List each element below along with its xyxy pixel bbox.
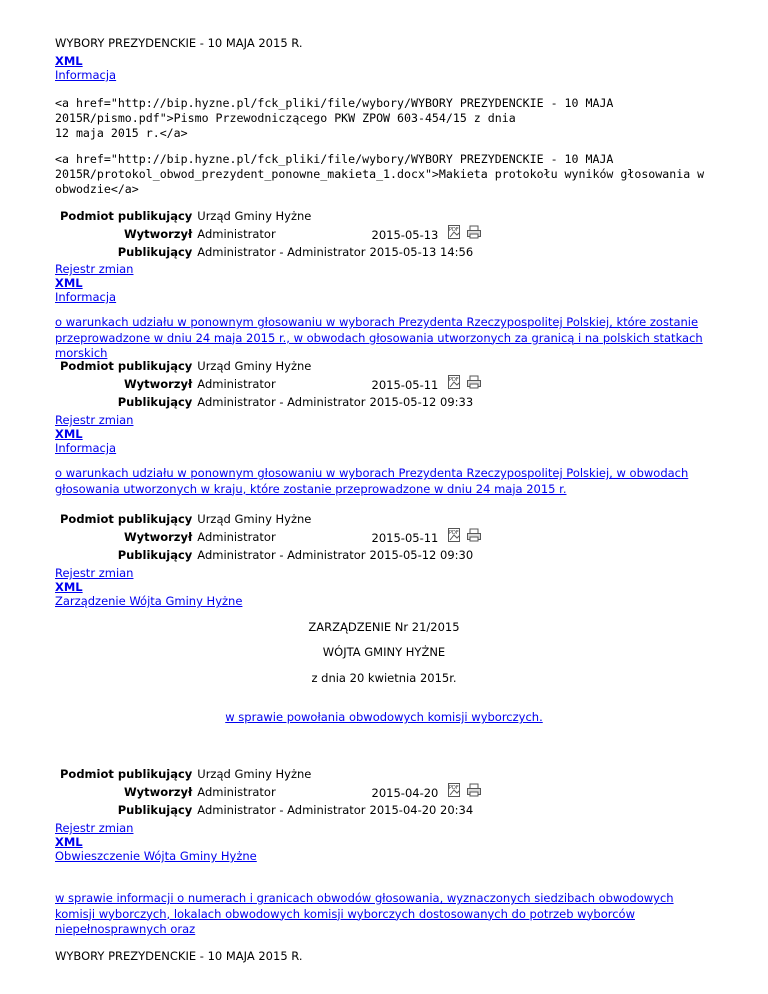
entry-4-links	[55, 566, 242, 608]
rejestr-zmian-link[interactable]: Rejestr zmian	[55, 413, 134, 427]
obwieszczenie-subject-link[interactable]: w sprawie informacji o numerach i granicach obwodów głosowania, wyznaczonych siedzibach obwodowych komisji wyborczych, lokalach obwodowych komisji wyborczych dostosowanych do potrzeb wyborców niepełnosprawnych oraz	[55, 891, 674, 936]
informacja-link[interactable]: Informacja	[55, 441, 117, 455]
action-icons	[448, 375, 482, 389]
zarzadzenie-number: ZARZĄDZENIE Nr 21/2015	[308, 620, 460, 634]
svg-text:PDF: PDF	[449, 785, 459, 791]
date-text: 2015-04-20	[371, 786, 439, 800]
code-line: 12 maja 2015 r.</a>	[55, 126, 188, 140]
publikujacy-date: 2015-05-12 09:30	[369, 548, 474, 562]
zarzadzenie-subject-link[interactable]: w sprawie powołania obwodowych komisji wyborczych.	[225, 710, 543, 724]
rejestr-zmian-link[interactable]: Rejestr zmian	[55, 821, 134, 835]
print-icon[interactable]	[466, 375, 482, 389]
publikujacy-label: Publikujący	[117, 548, 193, 562]
wytworzyl-label: Wytworzył	[123, 530, 193, 544]
code-line: <a href="http://bip.hyzne.pl/fck_pliki/file/wybory/WYBORY PREZYDENCKIE - 10 MAJA	[55, 152, 614, 166]
wytworzyl-value: Administrator	[197, 227, 276, 241]
metadata-table	[58, 511, 484, 564]
podmiot-label: Podmiot publikujący	[60, 359, 193, 373]
xml-link[interactable]: XML	[55, 427, 83, 441]
code-line: obwodzie</a>	[55, 182, 139, 196]
wytworzyl-date	[368, 225, 485, 244]
podmiot-value: Urząd Gminy Hyżne	[197, 767, 312, 781]
print-icon[interactable]	[466, 783, 482, 797]
pdf-icon[interactable]	[448, 375, 464, 389]
publikujacy-date: 2015-05-13 14:56	[369, 245, 474, 259]
wytworzyl-value: Administrator	[197, 530, 276, 544]
action-icons	[448, 528, 482, 542]
date-text: 2015-05-11	[371, 378, 439, 392]
entry-1-links	[55, 54, 116, 82]
podmiot-label: Podmiot publikujący	[60, 512, 193, 526]
code-line: 2015R/protokol_obwod_prezydent_ponowne_makieta_1.docx">Makieta protokołu wyników głosowania w	[55, 167, 705, 181]
zarzadzenie-date: z dnia 20 kwietnia 2015r.	[311, 671, 457, 685]
wytworzyl-label: Wytworzył	[123, 227, 193, 241]
pdf-icon[interactable]	[448, 528, 464, 542]
publikujacy-label: Publikujący	[117, 245, 193, 259]
metadata-table	[58, 358, 484, 411]
obwieszczenie-link[interactable]: Obwieszczenie Wójta Gminy Hyżne	[55, 849, 257, 863]
entry-5-links	[55, 821, 257, 863]
wytworzyl-label: Wytworzył	[123, 377, 193, 391]
code-line: <a href="http://bip.hyzne.pl/fck_pliki/file/wybory/WYBORY PREZYDENCKIE - 10 MAJA	[55, 96, 614, 110]
podmiot-label: Podmiot publikujący	[60, 209, 193, 223]
wytworzyl-value: Administrator	[197, 785, 276, 799]
publikujacy-date: 2015-04-20 20:34	[369, 803, 474, 817]
publikujacy-label: Publikujący	[117, 803, 193, 817]
publikujacy-date: 2015-05-12 09:33	[369, 395, 474, 409]
xml-link[interactable]: XML	[55, 54, 83, 68]
podmiot-label: Podmiot publikujący	[60, 767, 193, 781]
rejestr-zmian-link[interactable]: Rejestr zmian	[55, 566, 134, 580]
wytworzyl-date	[368, 528, 485, 547]
svg-text:PDF: PDF	[449, 227, 459, 233]
entry-2-links	[55, 262, 133, 304]
pdf-icon[interactable]	[448, 225, 464, 239]
publikujacy-value: Administrator - Administrator	[197, 548, 366, 562]
print-icon[interactable]	[466, 225, 482, 239]
code-snippet-pismo	[55, 96, 613, 141]
zarzadzenie-link[interactable]: Zarządzenie Wójta Gminy Hyżne	[55, 594, 243, 608]
podmiot-value: Urząd Gminy Hyżne	[197, 209, 312, 223]
publikujacy-value: Administrator - Administrator	[197, 245, 366, 259]
podmiot-value: Urząd Gminy Hyżne	[197, 512, 312, 526]
publikujacy-label: Publikujący	[117, 395, 193, 409]
svg-text:PDF: PDF	[449, 530, 459, 536]
pdf-icon[interactable]	[448, 783, 464, 797]
rejestr-zmian-link[interactable]: Rejestr zmian	[55, 262, 134, 276]
metadata-table	[58, 766, 484, 819]
xml-link[interactable]: XML	[55, 835, 83, 849]
svg-text:PDF: PDF	[449, 377, 459, 383]
wytworzyl-label: Wytworzył	[123, 785, 193, 799]
podmiot-value: Urząd Gminy Hyżne	[197, 359, 312, 373]
announcement-link-abroad[interactable]: o warunkach udziału w ponownym głosowaniu w wyborach Prezydenta Rzeczypospolitej Polskiej, które zostanie przeprowadzone w dniu 24 maja 2015 r., w obwodach głosowania utworzonych za granicą i na polskich statkach morskich	[55, 315, 703, 360]
wytworzyl-value: Administrator	[197, 377, 276, 391]
zarzadzenie-subject-wrap	[0, 710, 768, 725]
informacja-link[interactable]: Informacja	[55, 68, 117, 82]
publikujacy-value: Administrator - Administrator	[197, 395, 366, 409]
wytworzyl-date	[368, 375, 485, 394]
date-text: 2015-05-11	[371, 531, 439, 545]
xml-link[interactable]: XML	[55, 276, 83, 290]
wytworzyl-date	[368, 783, 485, 802]
announcement-link-domestic[interactable]: o warunkach udziału w ponownym głosowaniu w wyborach Prezydenta Rzeczypospolitej Polskiej, w obwodach głosowania utworzonych w kraju, które zostanie przeprowadzone w dniu 24 maja 2015 r.	[55, 466, 689, 496]
date-text: 2015-05-13	[371, 228, 439, 242]
metadata-table	[58, 208, 484, 261]
entry-3-links	[55, 413, 133, 455]
code-snippet-makieta	[55, 152, 704, 197]
page-footer-title: WYBORY PREZYDENCKIE - 10 MAJA 2015 R.	[55, 949, 303, 963]
code-line: 2015R/pismo.pdf">Pismo Przewodniczącego PKW ZPOW 603-454/15 z dnia	[55, 111, 516, 125]
zarzadzenie-issuer: WÓJTA GMINY HYŻNE	[322, 645, 446, 659]
page-header-title: WYBORY PREZYDENCKIE - 10 MAJA 2015 R.	[55, 36, 303, 50]
action-icons	[448, 225, 482, 239]
print-icon[interactable]	[466, 528, 482, 542]
xml-link[interactable]: XML	[55, 580, 83, 594]
informacja-link[interactable]: Informacja	[55, 290, 117, 304]
action-icons	[448, 783, 482, 797]
publikujacy-value: Administrator - Administrator	[197, 803, 366, 817]
